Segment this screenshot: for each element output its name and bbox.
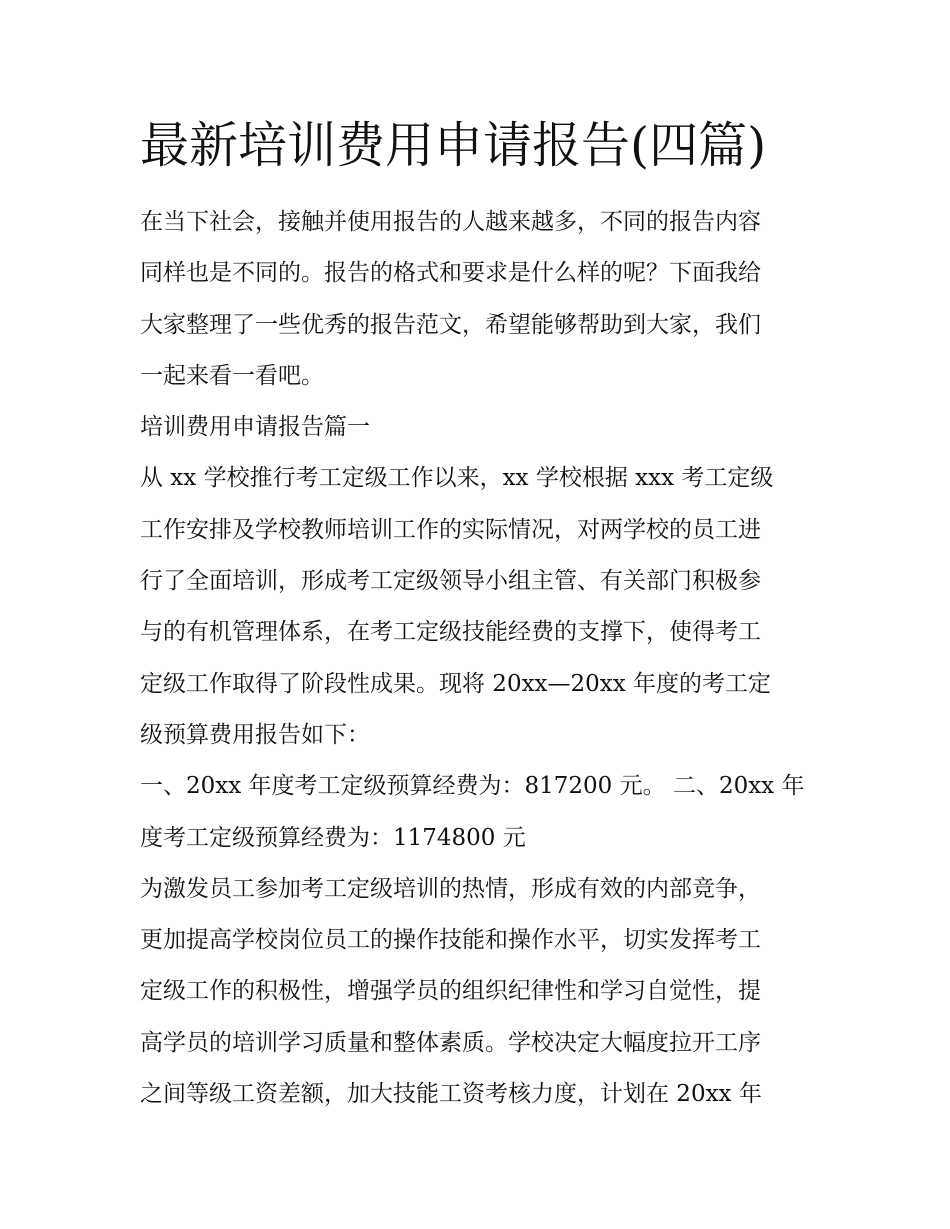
text-line: 定级工作的积极性，增强学员的组织纪律性和学习自觉性，提 bbox=[140, 978, 761, 1005]
text-line: 级预算费用报告如下： bbox=[140, 721, 370, 748]
document-title: 最新培训费用申请报告(四篇) bbox=[140, 117, 767, 174]
text-line: 同样也是不同的。报告的格式和要求是什么样的呢？下面我给 bbox=[140, 260, 761, 287]
text-line: 更加提高学校岗位员工的操作技能和操作水平，切实发挥考工 bbox=[140, 927, 761, 954]
text-line: 大家整理了一些优秀的报告范文，希望能够帮助到大家，我们 bbox=[140, 311, 761, 338]
text-line: 与的有机管理体系，在考工定级技能经费的支撑下，使得考工 bbox=[140, 619, 761, 646]
text-line: 工作安排及学校教师培训工作的实际情况，对两学校的员工进 bbox=[140, 516, 761, 543]
text-line: 之间等级工资差额，加大技能工资考核力度，计划在 20xx 年 bbox=[140, 1081, 762, 1108]
text-line: 行了全面培训，形成考工定级领导小组主管、有关部门积极参 bbox=[140, 568, 761, 595]
text-line: 度考工定级预算经费为：1174800 元 bbox=[140, 824, 526, 851]
text-line: 高学员的培训学习质量和整体素质。学校决定大幅度拉开工序 bbox=[140, 1029, 761, 1056]
section-heading: 培训费用申请报告篇一 bbox=[140, 414, 370, 441]
text-line: 一、20xx 年度考工定级预算经费为：817200 元。 二、20xx 年 bbox=[140, 773, 805, 800]
text-line: 从 xx 学校推行考工定级工作以来，xx 学校根据 xxx 考工定级 bbox=[140, 465, 774, 492]
text-line: 在当下社会，接触并使用报告的人越来越多，不同的报告内容 bbox=[140, 209, 761, 235]
text-line: 为激发员工参加考工定级培训的热情，形成有效的内部竞争， bbox=[140, 875, 761, 902]
text-line: 一起来看一看吧。 bbox=[140, 362, 324, 389]
text-line: 定级工作取得了阶段性成果。现将 20xx—20xx 年度的考工定 bbox=[140, 670, 772, 697]
document-body bbox=[140, 197, 830, 1120]
